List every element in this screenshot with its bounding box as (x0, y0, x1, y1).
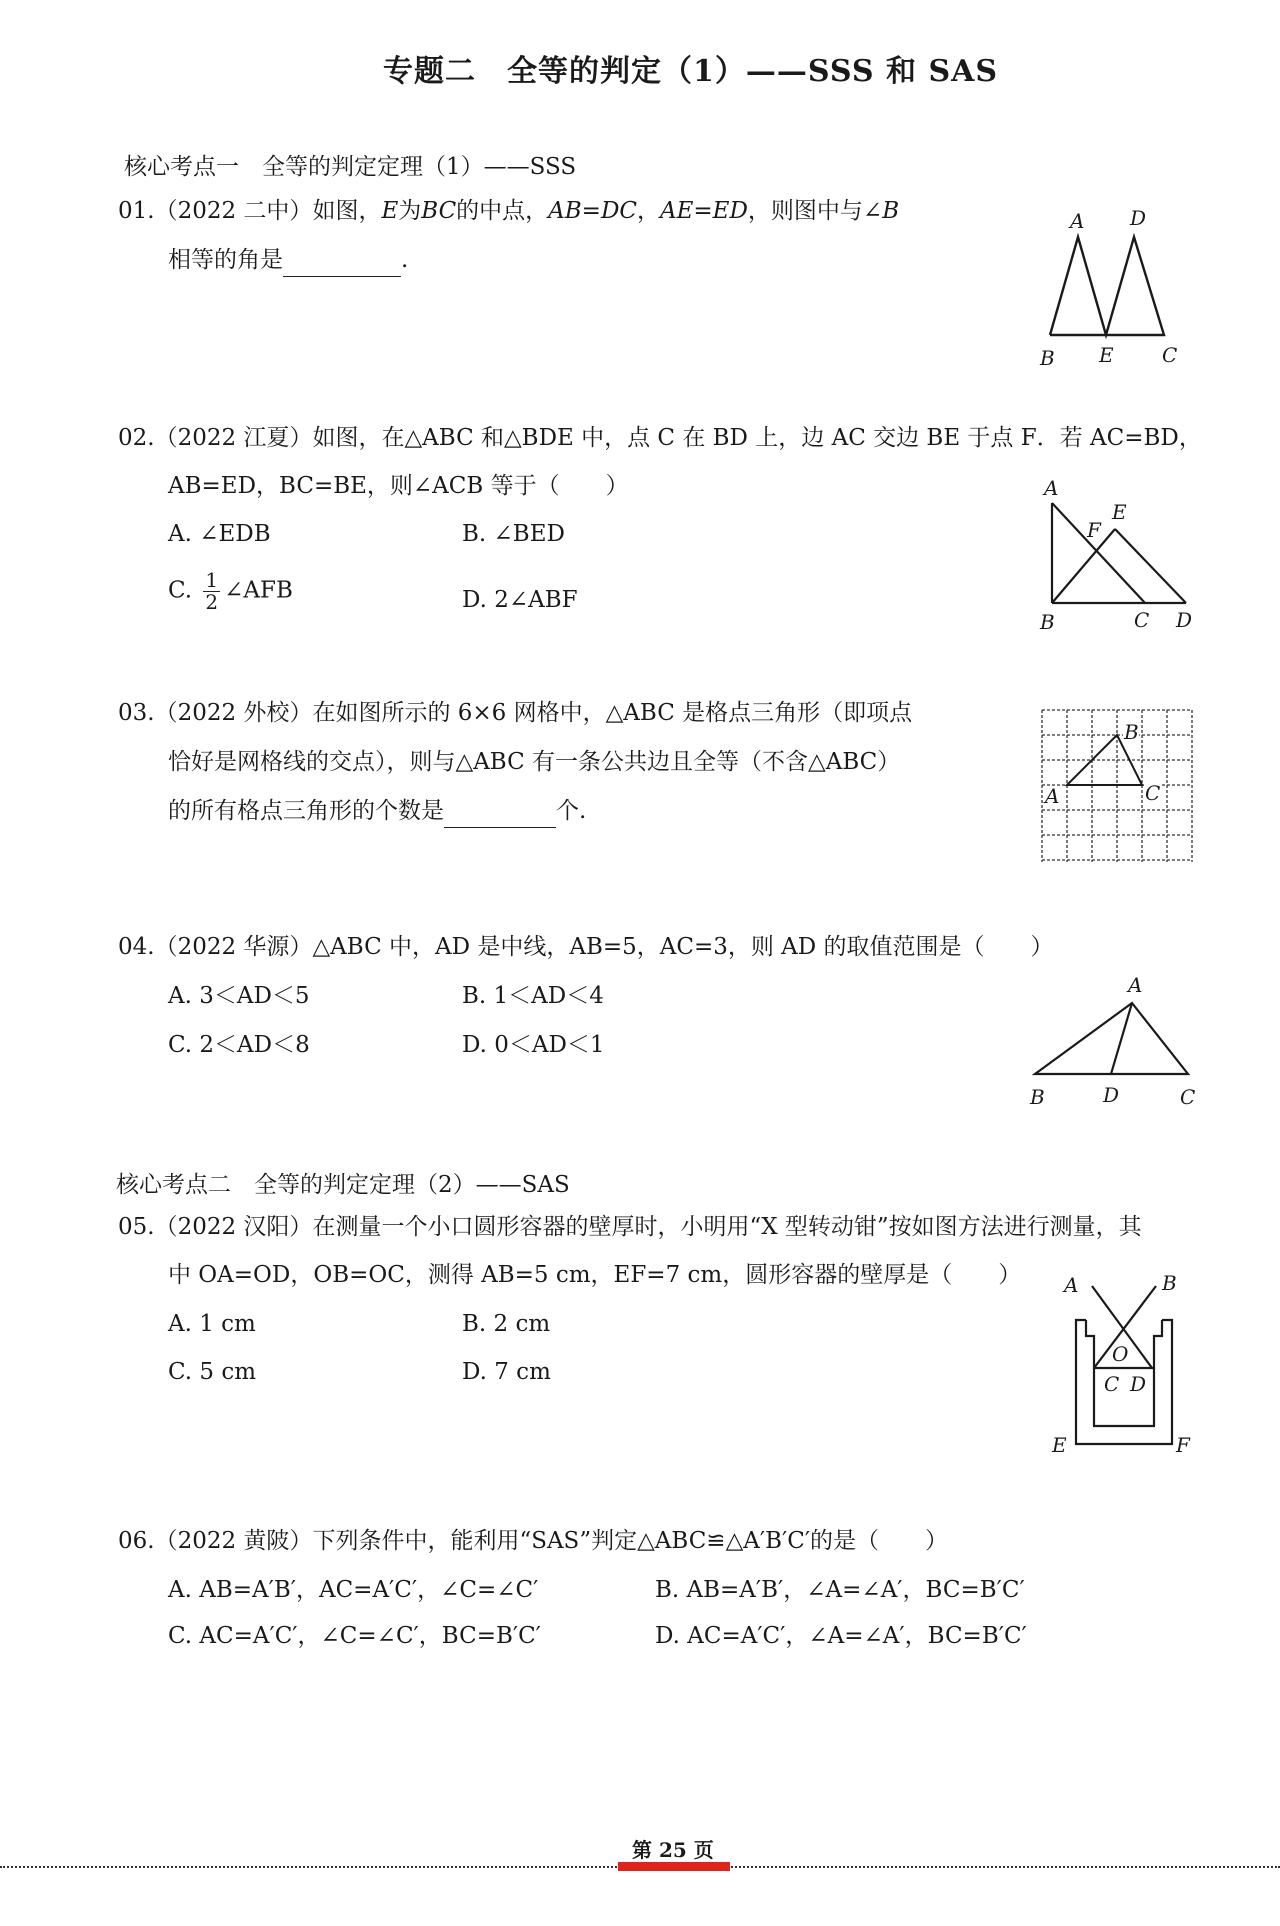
section-heading-2: 核心考点二 全等的判定定理（2）——SAS (116, 1172, 570, 1198)
q1-source: （2022 二中） (154, 198, 313, 224)
label-D: D (1130, 206, 1147, 230)
fraction-half: $\frac{1}{2}$ (205, 568, 219, 614)
q2-option-a[interactable]: A. ∠EDB (168, 521, 271, 547)
label-A: A (1128, 973, 1143, 997)
q5-figure (1050, 1270, 1210, 1460)
answer-blank[interactable] (444, 797, 556, 828)
label-B: B (1040, 610, 1055, 634)
question-5-line-2: 中 OA=OD，OB=OC，测得 AB=5 cm，EF=7 cm，圆形容器的壁厚是（ ） (168, 1262, 1022, 1288)
q4-figure (1025, 970, 1225, 1110)
footer-red-bar (618, 1862, 730, 1871)
page-title: 专题二 全等的判定（1）——SSS 和 SAS (383, 54, 999, 89)
q6-option-a[interactable]: A. AB=A′B′，AC=A′C′，∠C=∠C′ (168, 1577, 539, 1603)
q5-option-a[interactable]: A. 1 cm (168, 1311, 256, 1337)
label-B: B (1124, 720, 1139, 744)
question-1-line-1: 01.（2022 二中）如图，E为BC的中点，AB=DC，AE=ED，则图中与∠B (118, 198, 900, 224)
label-O: O (1112, 1342, 1129, 1366)
label-A: A (1064, 1273, 1079, 1297)
label-F: F (1176, 1433, 1190, 1457)
label-E: E (1099, 343, 1114, 367)
question-5-line-1: 05.（2022 汉阳）在测量一个小口圆形容器的壁厚时，小明用“X 型转动钳”按如图方法进行测量，其 (118, 1214, 1142, 1240)
question-6-line-1: 06.（2022 黄陂）下列条件中，能利用“SAS”判定△ABC≌△A′B′C′的是（ ） (118, 1528, 949, 1554)
label-E: E (1112, 500, 1127, 524)
q4-option-a[interactable]: A. 3＜AD＜5 (168, 983, 310, 1009)
question-2-line-1: 02.（2022 江夏）如图，在△ABC 和△BDE 中，点 C 在 BD 上，边 AC 交边 BE 于点 F．若 AC=BD， (118, 425, 1202, 451)
label-B: B (1040, 346, 1055, 370)
question-1-line-2: 相等的角是 . (168, 246, 408, 277)
question-3-line-3: 的所有格点三角形的个数是 个. (168, 797, 586, 828)
q6-option-b[interactable]: B. AB=A′B′，∠A=∠A′，BC=B′C′ (655, 1577, 1025, 1603)
label-D: D (1130, 1372, 1147, 1396)
label-C: C (1104, 1372, 1120, 1396)
q5-option-b[interactable]: B. 2 cm (462, 1311, 551, 1337)
page-number: 第 25 页 (632, 1838, 714, 1862)
q6-option-c[interactable]: C. AC=A′C′，∠C=∠C′，BC=B′C′ (168, 1623, 541, 1649)
q2-option-c[interactable]: C. $\frac{1}{2}$ ∠AFB (168, 568, 293, 614)
label-B: B (1162, 1271, 1177, 1295)
label-C: C (1162, 343, 1178, 367)
label-C: C (1145, 781, 1161, 805)
label-E: E (1052, 1433, 1067, 1457)
q2-figure (1030, 475, 1230, 635)
q2-option-b[interactable]: B. ∠BED (462, 521, 565, 547)
label-F: F (1087, 518, 1101, 542)
section-heading-1: 核心考点一 全等的判定定理（1）——SSS (124, 154, 577, 180)
label-A: A (1070, 209, 1085, 233)
answer-blank[interactable] (283, 246, 401, 277)
q1-number: 01. (118, 198, 155, 224)
label-A: A (1045, 784, 1060, 808)
q5-option-c[interactable]: C. 5 cm (168, 1359, 257, 1385)
q4-option-d[interactable]: D. 0＜AD＜1 (462, 1032, 605, 1058)
question-3-line-2: 恰好是网格线的交点），则与△ABC 有一条公共边且全等（不含△ABC） (168, 749, 901, 775)
label-C: C (1180, 1085, 1196, 1109)
question-4-line-1: 04.（2022 华源）△ABC 中，AD 是中线，AB=5，AC=3，则 AD 的取值范围是（ ） (118, 934, 1054, 960)
label-A: A (1044, 476, 1059, 500)
question-3-line-1: 03.（2022 外校）在如图所示的 6×6 网格中，△ABC 是格点三角形（即项点 (118, 700, 913, 726)
q3-grid-figure (1040, 708, 1210, 868)
q1-figure (1030, 205, 1210, 375)
label-B: B (1030, 1085, 1045, 1109)
question-2-line-2: AB=ED，BC=BE，则∠ACB 等于（ ） (168, 473, 629, 499)
label-D: D (1176, 608, 1193, 632)
q6-option-d[interactable]: D. AC=A′C′，∠A=∠A′，BC=B′C′ (655, 1623, 1027, 1649)
label-C: C (1134, 608, 1150, 632)
q4-option-c[interactable]: C. 2＜AD＜8 (168, 1032, 310, 1058)
label-D: D (1103, 1083, 1120, 1107)
q4-option-b[interactable]: B. 1＜AD＜4 (462, 983, 604, 1009)
q2-option-d[interactable]: D. 2∠ABF (462, 587, 578, 613)
q5-option-d[interactable]: D. 7 cm (462, 1359, 551, 1385)
